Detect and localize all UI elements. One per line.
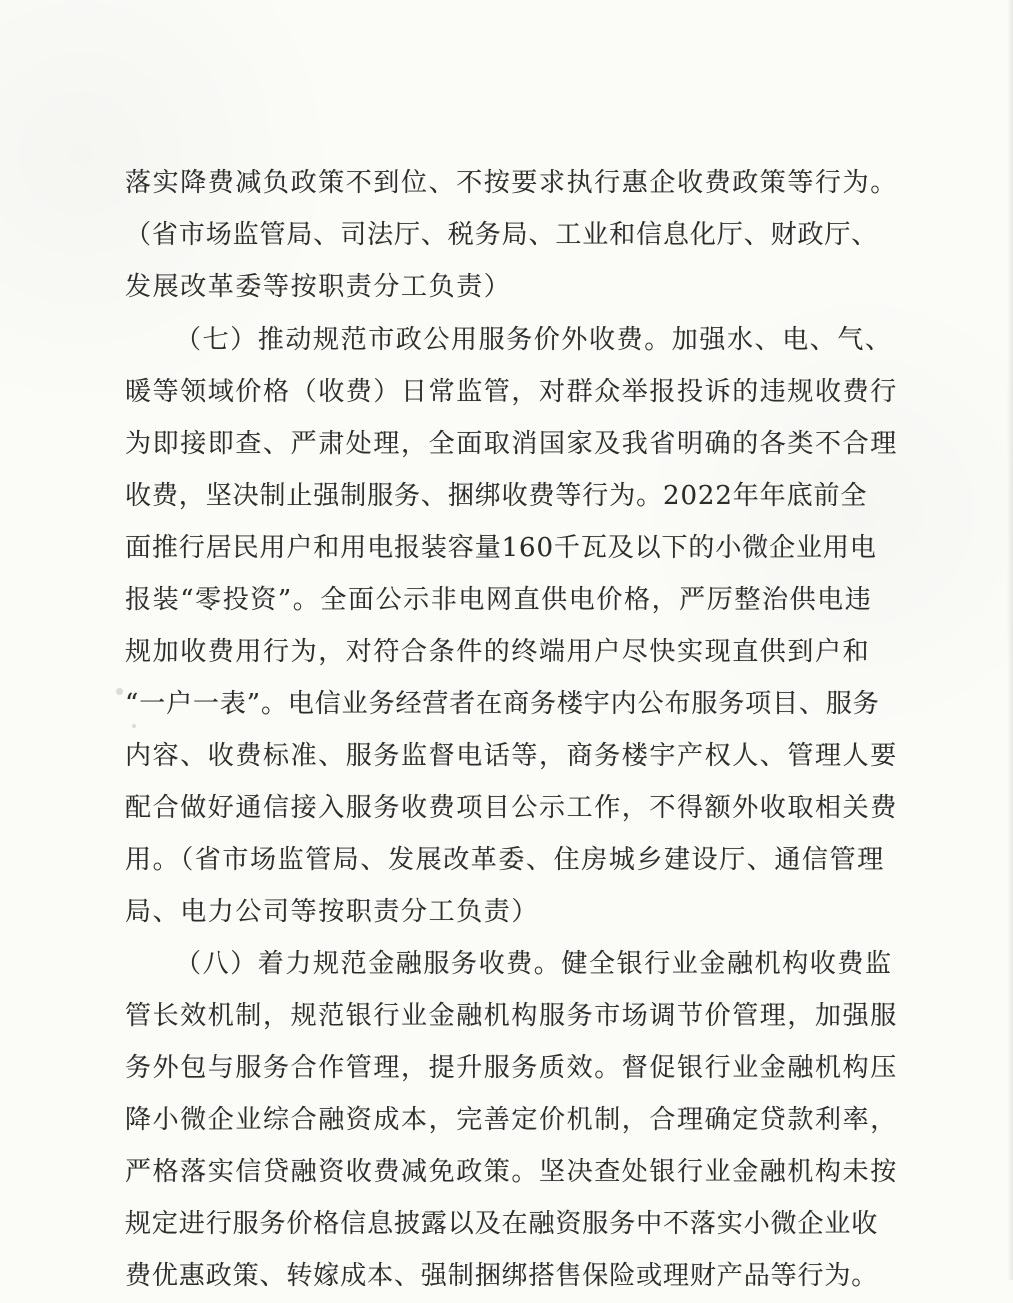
document-line-20: 严格落实信贷融资收费减免政策。坚决查处银行业金融机构未按 bbox=[125, 1157, 898, 1187]
document-line-15: 局、电力公司等按职责分工负责） bbox=[125, 897, 540, 927]
document-line-11: “一户一表”。电信业务经营者在商务楼宇内公布服务项目、服务 bbox=[125, 689, 880, 719]
scan-speck bbox=[132, 724, 136, 728]
section-seven-heading-line: （七）推动规范市政公用服务价外收费。加强水、电、气、 bbox=[175, 325, 893, 355]
scan-speck bbox=[116, 688, 123, 695]
document-line-7: 收费，坚决制止强制服务、捆绑收费等行为。2022年年底前全 bbox=[125, 481, 868, 511]
document-line-19: 降小微企业综合融资成本，完善定价机制，合理确定贷款利率， bbox=[125, 1105, 898, 1135]
document-line-8: 面推行居民用户和用电报装容量160千瓦及以下的小微企业用电 bbox=[125, 533, 877, 563]
document-line-3: 发展改革委等按职责分工负责） bbox=[125, 272, 512, 302]
document-line-17: 管长效机制，规范银行业金融机构服务市场调节价管理，加强服 bbox=[125, 1001, 898, 1031]
document-line-5: 暖等领域价格（收费）日常监管，对群众举报投诉的违规收费行 bbox=[125, 377, 898, 407]
document-line-2: （省市场监管局、司法厅、税务局、工业和信息化厅、财政厅、 bbox=[125, 220, 879, 250]
document-line-10: 规加收费用行为，对符合条件的终端用户尽快实现直供到户和 bbox=[125, 637, 871, 667]
document-line-6: 为即接即查、严肃处理，全面取消国家及我省明确的各类不合理 bbox=[125, 429, 898, 459]
document-line-1: 落实降费减负政策不到位、不按要求执行惠企收费政策等行为。 bbox=[125, 168, 898, 198]
document-line-22: 费优惠政策、转嫁成本、强制捆绑搭售保险或理财产品等行为。 bbox=[125, 1261, 879, 1291]
document-line-14: 用。（省市场监管局、发展改革委、住房城乡建设厅、通信管理 bbox=[125, 845, 885, 875]
document-line-13: 配合做好通信接入服务收费项目公示工作，不得额外收取相关费 bbox=[125, 793, 898, 823]
document-line-9: 报装“零投资”。全面公示非电网直供电价格，严厉整治供电违 bbox=[125, 585, 873, 615]
section-eight-heading-line: （八）着力规范金融服务收费。健全银行业金融机构收费监 bbox=[175, 949, 893, 979]
document-line-18: 务外包与服务合作管理，提升服务质效。督促银行业金融机构压 bbox=[125, 1053, 898, 1083]
document-line-12: 内容、收费标准、服务监督电话等，商务楼宇产权人、管理人要 bbox=[125, 741, 898, 771]
scan-edge-shadow bbox=[1007, 0, 1013, 1280]
document-line-21: 规定进行服务价格信息披露以及在融资服务中不落实小微企业收 bbox=[125, 1209, 879, 1239]
